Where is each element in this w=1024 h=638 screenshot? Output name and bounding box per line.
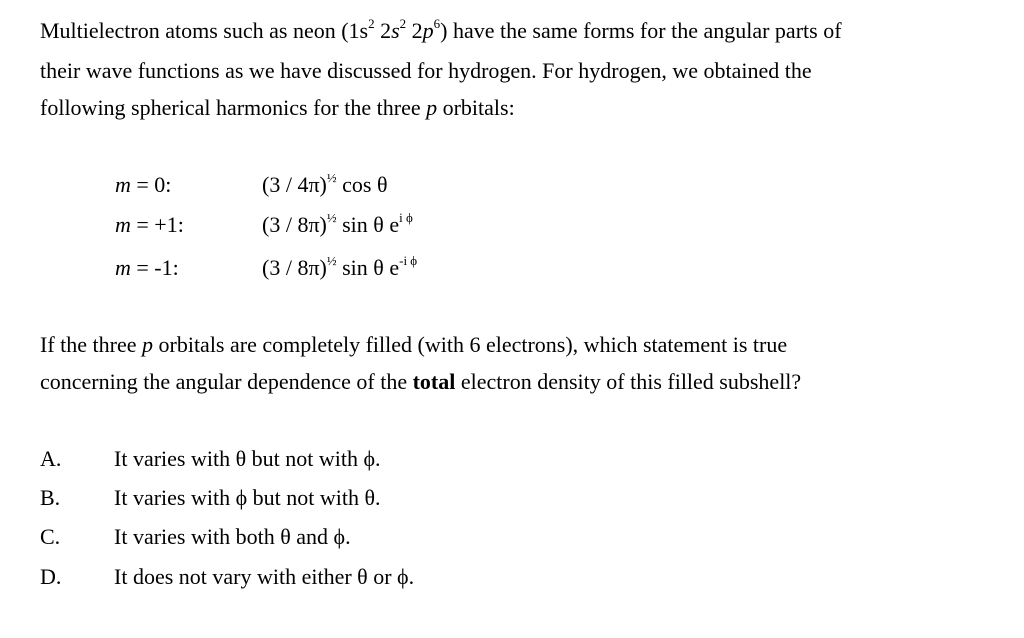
orbital-letter: p xyxy=(422,18,434,43)
choice-letter: C. xyxy=(40,524,61,549)
expr-body: sin θ e xyxy=(336,212,400,237)
superscript: 6 xyxy=(433,16,441,31)
m-symbol: m xyxy=(115,255,131,280)
harmonic-row xyxy=(0,172,600,204)
intro-text: orbitals: xyxy=(437,95,515,120)
expr-prefix: (3 / 8π) xyxy=(262,255,327,280)
superscript: ½ xyxy=(326,253,337,268)
superscript: ½ xyxy=(326,170,337,185)
choice-text: It varies with θ but not with ϕ. xyxy=(114,446,381,471)
orbital-letter: p xyxy=(142,332,153,357)
intro-line-2: their wave functions as we have discussed for hydrogen. For hydrogen, we obtained the xyxy=(40,58,812,83)
question-line-1 xyxy=(40,326,1000,363)
expr-body: sin θ e xyxy=(336,255,400,280)
choice-text: It varies with ϕ but not with θ. xyxy=(114,485,381,510)
intro-text: ) have the same forms for the angular parts of xyxy=(440,18,842,43)
m-symbol: m xyxy=(115,212,131,237)
intro-line-3 xyxy=(40,89,1000,126)
m-label xyxy=(115,212,184,238)
harmonic-row xyxy=(0,212,600,244)
m-symbol: m xyxy=(115,172,131,197)
orbital-letter: s xyxy=(391,18,400,43)
intro-paragraph xyxy=(40,12,1000,126)
emphasis-total: total xyxy=(412,369,456,394)
question-line-2 xyxy=(40,363,1000,400)
question-stem xyxy=(40,326,1000,400)
expr-prefix: (3 / 4π) xyxy=(262,172,327,197)
intro-line-1 xyxy=(40,12,1000,52)
superscript: i ϕ xyxy=(399,210,413,225)
choice-letter: B. xyxy=(40,485,61,510)
answer-choice-c[interactable] xyxy=(0,524,700,556)
answer-choice-d[interactable] xyxy=(0,564,700,596)
intro-text: 2 xyxy=(374,18,392,43)
m-value: = +1: xyxy=(130,212,184,237)
expr-prefix: (3 / 8π) xyxy=(262,212,327,237)
expr-body: cos θ xyxy=(336,172,388,197)
choice-letter: D. xyxy=(40,564,62,589)
choice-letter: A. xyxy=(40,446,62,471)
harmonic-row xyxy=(0,255,600,287)
superscript: 2 xyxy=(368,16,375,31)
intro-text: following spherical harmonics for the three xyxy=(40,95,427,120)
harmonic-expression xyxy=(262,255,417,281)
choice-text: It does not vary with either θ or ϕ. xyxy=(114,564,415,589)
intro-text: 2 xyxy=(406,18,423,43)
question-text: electron density of this filled subshell? xyxy=(455,369,802,394)
harmonic-expression xyxy=(262,172,388,198)
intro-text: Multielectron atoms such as neon (1s xyxy=(40,18,369,43)
m-value: = -1: xyxy=(130,255,179,280)
m-value: = 0: xyxy=(130,172,172,197)
choice-text: It varies with both θ and ϕ. xyxy=(114,524,351,549)
question-text: concerning the angular dependence of the xyxy=(40,369,413,394)
question-text: orbitals are completely filled (with 6 electrons), which statement is true xyxy=(153,332,788,357)
m-label xyxy=(115,172,171,198)
harmonic-expression xyxy=(262,212,413,238)
superscript: 2 xyxy=(399,16,407,31)
answer-choice-a[interactable] xyxy=(0,446,700,478)
question-text: If the three xyxy=(40,332,142,357)
m-label xyxy=(115,255,179,281)
answer-choice-b[interactable] xyxy=(0,485,700,517)
superscript: ½ xyxy=(326,210,337,225)
orbital-letter: p xyxy=(426,95,438,120)
superscript: -i ϕ xyxy=(399,253,418,268)
